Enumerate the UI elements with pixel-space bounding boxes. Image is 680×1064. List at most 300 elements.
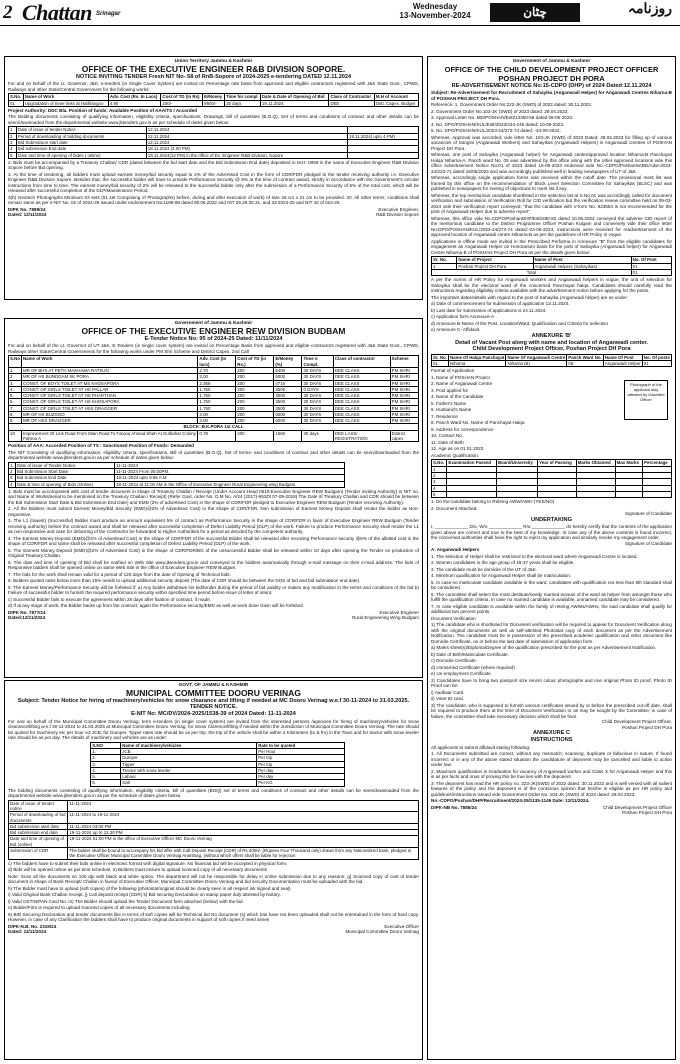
annexure-c-title: ANNEXURE C bbox=[533, 730, 570, 737]
para: 2. Women candidates in the age group of 18-37 years shall be eligible. bbox=[431, 560, 575, 566]
table-cell: 30 DAYS bbox=[302, 393, 333, 399]
para: Academic Qualification: bbox=[431, 452, 480, 458]
table-cell: 1. bbox=[91, 749, 121, 755]
table-cell: 9800/- bbox=[203, 100, 225, 106]
helpers-heading: A. Anganwadi Helpers bbox=[431, 547, 480, 553]
para: 4. The Earnest Money Deposit (EMD)@2% of Advertised Cost) in the shape of CDR/FDR of the successful Bidder shall be released after receiving Performance security @5% of the allotted cost in the shape of CDR/FDR and same shall be released after successful completion of Defect Liability Period (DLP) of the work. bbox=[8, 535, 419, 547]
table-cell: 19.11.2024( upto 4.PM) bbox=[348, 133, 419, 139]
funds-meta: Project Authority: DDC Bla. Position of funds: Available Position of AAA/TS / Accorded bbox=[8, 107, 198, 113]
page-number: 2 bbox=[3, 2, 13, 23]
enit-number: E-NIT No: MC/DV/2024-2025/1538-39 of 2024 Dated: 11-11-2024 bbox=[131, 711, 296, 718]
table-header: Name of Post bbox=[533, 257, 631, 263]
para: 1. Bids must be accompanied with cost of tender document in shape of Treasury Challan / Receipt (Under Account Head 0515-Executive Engineer REW Budgam) (Tender inviting Authority) in NIT no. and Name of Works/serial to be mentioned on the Treasury Challan / Receipt) (Refer Govt. order No. O.M No. A/24 (2017)-651Dt 07-09-2018) The Date of Treasury Challan and CDR should be between the Bid Submission Start Date & Bid Submission End Date) and EMD (2% of advertised Cost) in the shape of CDR/FDR pledged to Executive Engineer REW Budgam (Tender receiving Authority). bbox=[8, 488, 419, 505]
para: All applicants to submit affidavit stating following: bbox=[431, 744, 531, 750]
table-cell: Salt bbox=[121, 780, 257, 786]
table-header: Sr. No. bbox=[432, 257, 457, 263]
table-header: Name of Work bbox=[22, 356, 198, 368]
govt-line: GOVT. OF JAMMU & KASHMIR bbox=[178, 683, 249, 688]
table-cell: DEE CLASS bbox=[333, 411, 390, 417]
para: 5. Father's Name bbox=[431, 400, 467, 406]
table-cell: 9. bbox=[9, 418, 22, 424]
table-header: No. Of Post bbox=[631, 257, 671, 263]
para: n) Bidder/Firm is required to upload scanned copies of all necessary documents including bbox=[8, 905, 190, 911]
table-cell: 200/- bbox=[161, 100, 203, 106]
table-header: E/Money bbox=[203, 94, 225, 100]
notice-title: E-Tender Notice No: 95 of 2024-25 Dated: 11/11/2024 bbox=[144, 335, 283, 342]
table-cell: Upgradation of Inner links at Hathlangoo bbox=[23, 100, 108, 106]
para: 6. The date and time of opening of Bid shall be notified on Web Site www.jktenders.gov.in and conveyed to the bidders automatically through e-mail message on their e-mail address. The bids of Responsive bidders shall be opened online on same Web Site in the office of Executive Engineer REW Budgam. bbox=[8, 559, 419, 571]
table-cell: DEE CLASS bbox=[333, 386, 390, 392]
table-cell: Bid Submission End Date bbox=[15, 475, 114, 481]
para: Reference: 1. Government Order No:222-JK (SWD) of 2022 dated: 30.11.2022. bbox=[431, 102, 593, 108]
table-cell: 19.11.2024 bbox=[260, 100, 328, 106]
table-cell: CONST. OF GIRLS TOILET AT HSS DRAGGER bbox=[22, 405, 198, 411]
table-cell: 5. bbox=[91, 774, 121, 780]
table-cell: 10 bbox=[9, 430, 22, 442]
undertaking-text: I, _____________ D/o, W/o _____________ R/o _____________ do hereby certify that the contents of the application given above are correct and true to the best of my knowledge. In case any of the above contents is found incorrect, the concerned authorities shall have the right to reject my application and similarly revoke my engagement order. bbox=[431, 524, 672, 541]
para: The Bidding documents consisting of qualifying information, eligibility criteria, specifications, Drawings, bill of quantities (B.O.Q), Set of terms and conditions of contract and other details can be seen/downloaded from the departmental website www.jktenders.gov.in as per schedule of dates given below: bbox=[8, 114, 419, 125]
para: 10. Contact No. bbox=[431, 433, 463, 439]
table-header: Cost of TD (in Rs.) bbox=[236, 356, 274, 368]
para: d) Bids will be opened online as per time schedule. e) Bidders must ensure to upload scanned copy of all necessary documents bbox=[8, 867, 267, 873]
para: c) The bidders have to submit their bids online in electronic format with digital signature. No financial bid will be accepted in physical form. bbox=[8, 860, 288, 866]
para: 5. No. DPO/POSHAN/KUL/2023-24/273-74 dated: -24-09-2024. bbox=[431, 128, 561, 134]
table-header-row bbox=[432, 460, 672, 466]
table-cell: CONST. OF BOYS TOILET AT MS KHOSAPORA bbox=[22, 380, 198, 386]
table-cell: PM SHRI bbox=[390, 380, 418, 386]
table-cell: 11-11-2024 03:00 PM bbox=[68, 823, 419, 829]
table-cell: Labour bbox=[121, 774, 257, 780]
table-cell: 4 bbox=[432, 485, 447, 491]
table-cell: Anganwadi Helper bbox=[604, 361, 641, 367]
table-cell: The bidder shall be bound to accompany his bid offer with Call Deposit Receipt (CDR) of Rs.4000/- (Rupees Four Thousand only) drawn from any Nationalized bank, pledged to the Executive Officer Municipal Committee Dooru Verinag Anantnag, (without which offers shall be liable for rejection bbox=[68, 848, 419, 860]
table-cell: 30 DAYS bbox=[302, 399, 333, 405]
table-cell: PM SHRI bbox=[390, 386, 418, 392]
table-header: Time o Compl. bbox=[302, 356, 333, 368]
table-cell: 4 bbox=[9, 481, 16, 487]
table-cell: 200 bbox=[236, 386, 274, 392]
table-header: Name of Work bbox=[23, 94, 108, 100]
references bbox=[431, 102, 672, 134]
table-cell: 05 bbox=[567, 361, 604, 367]
para: 7. The bids for the work shall remain valid for a period of 120 days from the date of Opening of Technical bids. bbox=[8, 571, 231, 577]
schedule-table bbox=[8, 800, 419, 860]
table-cell: 200 bbox=[236, 411, 274, 417]
table-cell: 0.78 bbox=[198, 430, 236, 442]
whereas-paras bbox=[431, 135, 672, 256]
para: d) If at any stage of work, the Bidder backs up from the contract, again the Performance security/EMD as well as work done claim will be forfeited. bbox=[8, 603, 304, 609]
table-cell: Bid Submission start date bbox=[16, 140, 146, 146]
table-cell: DEE CLASS bbox=[333, 405, 390, 411]
para: 2. All the Bidders must submit Earnest Money/Bid Security (EMD)@2% of Advertised Cost) in the shape of CDR/FDR. Non submission of Earnest Money Deposit shall render the bidder as Non-responsive. bbox=[8, 506, 419, 517]
table-cell: 6000 bbox=[274, 418, 302, 424]
table-cell: Anganwadi Helpers (Sahayikas) bbox=[533, 263, 631, 269]
funds-meta: Position of AAA: Accorded Position of TS : Sanctioned Position of Funds: Demanded bbox=[8, 443, 194, 449]
city-name: Srinagar bbox=[96, 11, 121, 17]
table-cell: Period of downloading of bid documents bbox=[9, 812, 68, 824]
intro-text: For and on behalf of the Lt. Governor, J&K, e-tenders (in Single Cover System) are invited on Percentage rate basis from approved and eligible contractors registered with J&K State Govt., CPWD, Railways and other State/Central Government for the following works: bbox=[8, 81, 419, 92]
table-cell: PM SHRI bbox=[390, 399, 418, 405]
table-cell: Submission of CDR bbox=[9, 848, 68, 860]
academic-table bbox=[431, 459, 672, 498]
table-cell bbox=[643, 491, 672, 497]
para: e) Annexure C- Affidavit. bbox=[431, 327, 481, 333]
para: 6. Husband's Name bbox=[431, 407, 472, 413]
table-row bbox=[9, 152, 419, 158]
table-cell: 3500 bbox=[274, 399, 302, 405]
table-header: Sr. No. bbox=[433, 354, 447, 360]
para: The bidding documents consisting of qualifying information, eligibility criteria, bill of quantities (BOQ) set of terms and conditions of contract and other details can be seen/downloaded from the departmental website www.jktenders.gov.in as per the schedule of dates given below. bbox=[8, 787, 419, 799]
table-cell: 12.11.2024 bbox=[146, 133, 347, 139]
table-header: Adv. Cost (In lacs) bbox=[198, 356, 236, 368]
govt-line: Union Territory Jammu & Kashmir bbox=[174, 59, 253, 64]
subject: Subject: Tender Notice for hiring of machinery/vehicles for snow clearance and lifting if needed at MC Dooru Verinag w.e.f 30-11-2024 to 31.03.2025. bbox=[17, 697, 410, 704]
table-row bbox=[9, 800, 419, 812]
table-cell: 6000 bbox=[274, 411, 302, 417]
table-cell: 18-11-2024 upto 9:55 A.M bbox=[115, 475, 345, 481]
para: a) Marks sheet(s)/Diploma/Degree of the qualification prescribed for the post as per Advertisement Notification. bbox=[431, 645, 657, 651]
office-title: OFFICE OF THE EXECUTIVE ENGINEER REW DIVISION BUDBAM bbox=[81, 325, 346, 336]
table-row bbox=[9, 481, 345, 487]
table-header: S.No bbox=[9, 356, 22, 368]
table-cell: 1.750 bbox=[198, 405, 236, 411]
signature-block: DIPK-N.B. No. 2319/24 Dated: 11/11/2024 Executive Officer Municipal Committee Dooru Verinag bbox=[8, 923, 419, 935]
table-cell: 200 bbox=[236, 374, 274, 380]
table-cell: CONST. OF GIRLS TOILET AT HS KHOSAPORA bbox=[22, 399, 198, 405]
dispatch-number: No:-CDPO/Poshan/DHP/Recruitment/2024-25/1135-1146 Date: 12/11/2024. bbox=[431, 798, 590, 804]
table-cell: DEE CLASS bbox=[333, 374, 390, 380]
para: A per the norms of HR Policy for Anganwadi workers and Anganwadi helpers in vogue, the unit of selection for Sahayika shall be the electoral ward of the concerned Panchayat halqa. Candidates should carefully read the instructions regarding eligibility criteria available with the advertisement notice before applying for the posts. bbox=[431, 277, 672, 294]
table-cell: 200 bbox=[236, 418, 274, 424]
table-cell: 11-11-2024 bbox=[68, 800, 419, 812]
table-cell: DEE CLASS bbox=[333, 399, 390, 405]
table-cell: 1 bbox=[9, 127, 17, 133]
table-cell: Per trip bbox=[257, 761, 345, 767]
table-cell: PM SHRI bbox=[390, 367, 418, 373]
para: 4. No. DPO/POSHAN/KUL/Estt/2023/234-246 dated: 10-05-2023. bbox=[431, 121, 565, 127]
table-cell: 3.00 bbox=[198, 411, 236, 417]
table-cell: Tipper bbox=[121, 761, 257, 767]
table-cell: 200 bbox=[236, 430, 274, 442]
table-cell: Date and time of opening of Bid (online) bbox=[9, 836, 68, 848]
urdu-tagline: روزنامہ bbox=[627, 2, 672, 17]
para: h) The Bidder must have to upload (soft copies) of the following (photostat/original should be clearly seen in all respect ink signed and seal) bbox=[8, 885, 291, 891]
table-cell: Per day bbox=[257, 767, 345, 773]
table-header: S.NO bbox=[91, 742, 121, 748]
table-row bbox=[91, 780, 345, 786]
table-cell: Bid submission End date bbox=[16, 146, 146, 152]
table-cell bbox=[538, 491, 577, 497]
table-row bbox=[9, 812, 419, 824]
table-header-row bbox=[9, 356, 419, 368]
table-cell: 8. bbox=[9, 411, 22, 417]
table-cell: Date and time of opening of bides ( online) bbox=[16, 152, 146, 158]
para: 2. Maximum qualification is Graduation for vacancy of Anganwadi worker and Class X for Anganwadi Helper and this is as per facts and onus of proving this be true lies with the deponent. bbox=[431, 768, 672, 780]
table-row bbox=[432, 361, 672, 367]
para: 3. Post applied for bbox=[431, 387, 469, 393]
table-cell: 18.11.2024 (4.00 PM) bbox=[146, 146, 347, 152]
notice-title: NOTICE INVITING TENDER Fresh NIT No- 58 of RnB-Sopore of 2024-2025 e-tendering DATED 12.11.2024 bbox=[75, 73, 352, 80]
office-title: OFFICE OF THE EXECUTIVE ENGINEER R&B DIVISION SOPORE. bbox=[81, 63, 346, 74]
para: 3. At the time of tendering, all bidders must upload earnest money/bid security equal to 2% of the Advertised Cost in the form of CDR/FDR pledged to the tender receiving authority i.e. Executive Engineer R&B Division Sopore. Besides that, the successful bidder will have to provide Performance Security @ 5% at the time of contract award, strictly in accordance with the Government's circular instructions from time to time. The earnest money/bid security of 2% will be released to the successful bidder only after the submission of a Performance Security of 5% of the total cost, which will be released after successful completion of the DLP/Maintenance Period. bbox=[8, 171, 419, 194]
table-cell: Improvement Of Link Road From Main Road To Farooq Ahmad Shah At Gulbahar Colony Pahroo A bbox=[23, 430, 196, 442]
table-cell: 3. bbox=[9, 380, 22, 386]
table-cell: 3500 bbox=[274, 393, 302, 399]
para: Whereas, accordingly single application forms was received within the cutoff date. The provisional merit list was framed by this office on the recommendation of Block Level Selection Committee for Sahayikas (BLSC) and was published in newspapers for inviting of objections to merit list if any. bbox=[431, 175, 672, 192]
table-cell: 25 days bbox=[225, 100, 261, 106]
para: c) Successful Bidder fails to execute the agreement within 28 days after fixation of contract, if made. bbox=[8, 596, 211, 602]
rew-budgam-tender bbox=[4, 318, 423, 678]
table-row bbox=[432, 491, 672, 497]
para: e) Un-employment Certificate. bbox=[431, 671, 493, 677]
para: b) Date of Birth/Matriculate Certificate. bbox=[431, 651, 509, 657]
para: 3) The candidate, who is supposed to furnish various certificates issued by or before the prescribed cut-off date, shall be required to produce them at the time of Document Verification or as may be sought by the Committee; in case of failure, the committee shall take necessary decision which shall be final. bbox=[431, 702, 672, 719]
table-cell: Period of downloading of bidding documents bbox=[16, 133, 146, 139]
para: b) Last date for submission of applications is 24.11.2024. bbox=[431, 307, 547, 313]
table-cell: Niharna (B) bbox=[506, 361, 567, 367]
conditions bbox=[8, 489, 419, 609]
table-cell: Dstt. Capex. Budget bbox=[374, 100, 418, 106]
municipal-committee-tender bbox=[4, 680, 423, 1060]
table-cell: DEE LASS/ REGISTRATION bbox=[333, 430, 390, 442]
para: Whereas, this office vide No.CDPO/PoshanDHP/Estt/280-82 dated 10.05.2024 conveyed the adverse CID report of the meritorious candidate to the District Programme Officer Poshan Kulgam and conversely vide their office letter No:DPO/POSHAN/KUL/2023-24/273-74 dated:-24-06-2024, instructions were received for readvertisement of the approved location of Anganwadi centre Niharna-B as per the guidelines of HR Policy in vogue. bbox=[431, 215, 672, 238]
table-header: Rate to be quoted bbox=[257, 742, 345, 748]
candidate-signature: Signature of Candidate bbox=[625, 511, 672, 517]
block-row: BLOCK :B.K.PORA 1st CALL bbox=[9, 424, 419, 430]
table-cell: 2 bbox=[9, 469, 16, 475]
para: 2) Candidates have to bring two passport size recent colour photographs and one original Photo ID proof. Photo ID Proof can be: bbox=[431, 677, 672, 689]
para: 1. Name of POSHAN Project bbox=[431, 374, 490, 380]
signature-block: DIPK No. 7877/24 Dated:12/11/2024 Executive Engineer Rural Engineering Wing Budgam bbox=[8, 609, 419, 621]
table-cell: 5 bbox=[432, 491, 447, 497]
table-cell: PM SHRI bbox=[390, 411, 418, 417]
table-header: Board/University bbox=[496, 460, 537, 466]
table-header: S.No. bbox=[9, 94, 24, 100]
table-cell: DEE CLASS bbox=[333, 393, 390, 399]
para: 2. Government Order No.103-JK (SWD) of 2023 dated: 28.04.2023. bbox=[431, 108, 569, 114]
table-cell: Per day bbox=[257, 774, 345, 780]
notice-title: TENDER NOTICE. bbox=[189, 704, 238, 711]
table-header: S.No. bbox=[432, 460, 447, 466]
table-row bbox=[432, 263, 672, 269]
annexure-b-office: Child Development Project Officer, Poshan Project DH Pora bbox=[472, 346, 631, 353]
table-cell: 1.750 bbox=[198, 393, 236, 399]
para: 8. Panch Ward No. Name of Panchayat Halqa bbox=[431, 420, 525, 426]
table-cell: 2 bbox=[9, 133, 17, 139]
instructions bbox=[431, 277, 672, 333]
table-header: Date & Date of Opening of Bid bbox=[260, 94, 328, 100]
table-cell: 1560 bbox=[274, 430, 302, 442]
para: Note: Scan all the documents on 100 dpi with black and white option. The department will not be responsible for delay in online submission due to any reasons. g) Scanned copy of cost of tender document in shape of Bank Receipt/ Challan in favour of Executive Officer, Municipal Committee Dooru Verinag and bid security Documentation must be uploaded with the bid. bbox=[8, 873, 419, 885]
para: Whereas, the top meritorious candidate shortlisted in the selection list at S.No.01 was accordingly called for document verification and submission of Verification Roll for CID verification but the verification review committee held on 09-03-2024 vide their verification report conveyed, "that the candidate with V-form No. 823554 is not recommended for the post of Anganwadi Helper due to adverse report". bbox=[431, 192, 672, 215]
para: Whereas, Approval was accorded, vide letter No: 103-JK (SWD) of 2023 Dated: 28.04.2023 for filling up of various vacancies of Sangini (Anganwadi Workers) and Sahayikas (Anganwadi Helpers) in Anganwadi Centres of POSHAN Project DH Pora. bbox=[431, 134, 672, 151]
table-cell: MR OF HS BUZGOO bbox=[22, 411, 198, 417]
office-title: MUNICIPAL COMMITTEE DOORU VERINAG bbox=[126, 687, 301, 698]
table-cell: PM SHRI bbox=[390, 393, 418, 399]
para: 7. Residence bbox=[431, 413, 458, 419]
table-cell: 200 bbox=[236, 405, 274, 411]
govt-line: Government of Jammu & Kashmir bbox=[174, 321, 253, 326]
para: The important dates/details with regard to the post of Sahayika (Anganwadi helper) are as under: bbox=[431, 294, 628, 300]
table-cell: 3.00 bbox=[198, 374, 236, 380]
table-cell: Bid submission start date bbox=[9, 823, 68, 829]
table-cell: 2.358 bbox=[198, 380, 236, 386]
table-cell: 19-11-2024 01:00 PM in the office of Executive Officer MC Dooru Verinag bbox=[68, 836, 419, 848]
table-cell: 19.11.2024(12 PM) in the office of Ex. Engineer R&B Division, Sopore bbox=[146, 152, 347, 158]
table-cell: Date of issue of tender notice bbox=[9, 800, 68, 812]
table-cell: 3 bbox=[432, 479, 447, 485]
table-header: Name Of Halqa Panchayat bbox=[449, 354, 505, 360]
table-cell: 30 DAYS bbox=[302, 374, 333, 380]
para: 1. Do the candidate belong to Retiring AWW/AWH (YES/NO) bbox=[431, 499, 555, 505]
para: Whereas, one post of Sahayika (Anganwadi helper) for Anganwadi center/approved location Niharna-B Panchayat Halqa Niharna-A, Panch ward No. 05 was advertised by this office along with the other approved locations vide this office Advertisement Notice No:01 of 2023 dated 15-05-2023 endorsed vide No:-CDPO/PoshanNABD/Advt-2023-24/223-71 dated 15/05/2023 and was accordingly published well in leading newspapers of UT of J&K. bbox=[431, 152, 672, 174]
vacancy-table bbox=[431, 354, 672, 368]
para: 2. Bids must be accompanied by a Treasury Challan/ CDR (dated between the bid start date and the Bid Submission End date) deposited in M.H: 0059 in the name of Executive Engineer R&B Division Sopore before Bid opening. bbox=[8, 159, 419, 171]
table-cell: Date of issue of tender Notice bbox=[16, 127, 146, 133]
table-header: Panch Ward No. bbox=[568, 354, 602, 360]
table-cell: 4.90 bbox=[108, 100, 161, 106]
candidate-signature: Signature of Candidate bbox=[625, 540, 672, 546]
table-header-row bbox=[432, 257, 672, 263]
table-header: Year of Passing bbox=[538, 460, 577, 466]
para: Format of Application bbox=[431, 368, 475, 374]
helpers-criteria bbox=[431, 554, 672, 720]
affidavit-points bbox=[431, 745, 672, 798]
table-cell bbox=[447, 491, 496, 497]
table-cell: PM SHRI bbox=[390, 418, 418, 424]
para: 2. Name of Anganwadi Centre bbox=[431, 381, 493, 387]
table-header: Class of contractor bbox=[333, 356, 390, 368]
table-cell: 01 bbox=[631, 263, 671, 269]
table-cell: 4716 bbox=[274, 380, 302, 386]
table-cell: 3 bbox=[9, 475, 16, 481]
application-form bbox=[431, 368, 672, 458]
para: i) Valid Original Bank Challan receipt. j) Call deposit receipt (CDR) k) Bid securing Declaration on stamp paper duly attested by Notary. bbox=[8, 892, 281, 898]
table-header: Name Of Anganwadi Centre bbox=[507, 354, 566, 360]
table-cell: 2. bbox=[9, 374, 22, 380]
table-cell: 5 bbox=[9, 152, 17, 158]
para: 3. Approval Letter No. MD/POSHAN/Estt/13350-58 dated 09-05-2023. bbox=[431, 115, 574, 121]
cdpo-recruitment-notice bbox=[427, 56, 676, 1060]
table-cell: 30 days bbox=[302, 430, 333, 442]
table-cell: Poshan Project DH Pora bbox=[457, 263, 533, 269]
para: c) Domicile Certificate. bbox=[431, 658, 477, 664]
notice-title: RE-ADVERTISEMENT NOTICE No:15-CDPO (DHP) of 2024 Dated:12.11.2024 bbox=[451, 82, 652, 89]
para: Applications in offline mode are invited in the Prescribed Performa in Annexure "B" from the eligible candidates for engagement as Anganwadi Helper on Honorarium basis for the post of Sahayika (Anganwadi helper) for Anganwadi Centre Niharna-B of POSHAN Project DH Pora as per the details given below: bbox=[431, 238, 672, 255]
para: 8. Bidders quoted rates below more than 15% needs to upload additional security deposit (The date of CDR should be between the DOS of bid and bid submission end date) bbox=[8, 578, 360, 584]
para: Document Verification bbox=[431, 615, 476, 621]
para: 4. Minimum qualification for Anganwadi Helper shall be matriculation. bbox=[431, 573, 572, 579]
project-title: POSHAN PROJECT DH PORA bbox=[498, 73, 605, 83]
para: 2. Document Attached: bbox=[431, 505, 478, 511]
table-cell: 3. bbox=[91, 761, 121, 767]
table-header: M.H of Account bbox=[374, 94, 418, 100]
para: 6) BID Securing Declaration and tender documents like in terms of soft copies will be Technical bid No document (s) which has have not been uploaded shall not be entertained in the form of hard copy. However, in case of any Clarification the bidders shall have to produce original documents in support of soft copies if need arises bbox=[8, 911, 419, 923]
table-header: Time for compl bbox=[225, 94, 261, 100]
table-cell: Per trip bbox=[257, 755, 345, 761]
table-cell: 1 bbox=[432, 263, 457, 269]
table-cell: 0 DAYS bbox=[302, 386, 333, 392]
para: 3. The candidate must be domicile of the UT of J&K. bbox=[431, 566, 538, 572]
table-cell: 1.750 bbox=[198, 386, 236, 392]
table-cell: 2 bbox=[432, 473, 447, 479]
table-cell: DEE bbox=[329, 100, 375, 106]
table-cell: PM SHRI bbox=[390, 405, 418, 411]
table-cell: 4 bbox=[9, 146, 17, 152]
table-cell: Dumper bbox=[121, 755, 257, 761]
para: 9. Address for correspondence bbox=[431, 426, 494, 432]
table-cell: DEE CLASS bbox=[333, 367, 390, 373]
table-cell: 11-11-2024 bbox=[115, 462, 345, 468]
table-cell: 6000 bbox=[274, 374, 302, 380]
table-row bbox=[9, 836, 419, 848]
para: 1. The selection of Helper shall be restricted to the electoral ward where Anganwadi Centre is located. bbox=[431, 553, 638, 559]
table-cell: 3.00 bbox=[198, 418, 236, 424]
masthead bbox=[0, 0, 680, 26]
annexure-b-subtitle: Detail of Vacant Post along with name and location of Anganwadi center. bbox=[455, 339, 648, 346]
undertaking-title: UNDERTAKING bbox=[531, 516, 572, 523]
para: 11. Date of Birth bbox=[431, 439, 464, 445]
table-cell: Per KG bbox=[257, 780, 345, 786]
table-cell bbox=[576, 491, 615, 497]
annexure-b-title: ANNEXURE 'B' bbox=[531, 332, 572, 339]
table-header: Adv. Cost (Rs. In Lacs) bbox=[108, 94, 161, 100]
table-cell: 4. bbox=[91, 767, 121, 773]
para: 4. Name of the Candidate bbox=[431, 394, 484, 400]
conditions bbox=[8, 861, 419, 923]
intro-text: For and on behalf of the Municipal Committee Dooru Verinag, term e-tenders (in single cover system) are invited from the interested persons /agencies for hiring of machinery/vehicles for snow clearance/lifting w.e.f 30-11-2024 to 31.03.2025 at Municipal Committee Dooru Verinag, for Snow Clarence/lifting if needed within the Jurisdiction of Municipal Committee Dooru Verinag. The rate should be quoted for machinery etc per hour viz JCB, for Dumper, Tipper rates rate should be as per trip, the trip of the vehicle shall be within 3 Kilometers (to & fro) in the Town and for tractor with snow leveler rate should be as per day. The details of machinery and vehicles are as under: bbox=[8, 718, 419, 741]
table-cell: 200 bbox=[236, 367, 274, 373]
para: 12. Age as on 01.01.2023 bbox=[431, 446, 484, 452]
table-cell: MR OF HS BUNDGAM SK PORA bbox=[22, 374, 198, 380]
para: c) Application form Annexure-A bbox=[431, 314, 495, 320]
table-cell: 30 DAYS bbox=[302, 411, 333, 417]
table-cell: MR OF BHS AT PETH MAKHAMA RATSUN bbox=[22, 367, 198, 373]
table-cell: CONST. OF GIRLS TOILET AT HS PALLAR bbox=[22, 386, 198, 392]
office-title: OFFICE OF THE CHILD DEVELOPMENT PROJECT OFFICER bbox=[444, 64, 659, 74]
table-header: Name Of Post bbox=[603, 354, 642, 360]
table-cell: 30 DAYS bbox=[302, 380, 333, 386]
table-cell: 01 bbox=[642, 361, 671, 367]
table-cell bbox=[615, 491, 643, 497]
table-cell: 5. bbox=[9, 393, 22, 399]
annexure-c-subtitle: INSTRUCTIONS bbox=[530, 737, 573, 744]
table-cell: 30 DAYS bbox=[302, 405, 333, 411]
table-cell: JCB bbox=[121, 749, 257, 755]
table-cell: 7. bbox=[9, 405, 22, 411]
table-cell: 200 bbox=[236, 399, 274, 405]
table-cell: 1.750 bbox=[198, 399, 236, 405]
post-table bbox=[431, 256, 672, 276]
table-header: Marks Obtained bbox=[576, 460, 615, 466]
signature-block: DIPK No. 7889/24 Dated: 12/11/2024 Executive Engineer, R&B Division Sopore bbox=[8, 206, 419, 218]
table-cell: Niharna bbox=[448, 361, 506, 367]
para: 9. The Earnest Money/Performance Security will be forfeited if: a) Any bidder withdraws his bid/tender during the period of bid validity or makes any modification in the terms and conditions of the bid b) Failure of successful bidder to furnish the required performance security within specified time period before issue of letter of intent. bbox=[8, 584, 419, 596]
newspaper-logo: Chattan bbox=[22, 0, 92, 25]
table-header: Cost of TD (In Rs) bbox=[161, 94, 203, 100]
table-cell: 3500 bbox=[274, 405, 302, 411]
table-cell: 200 bbox=[236, 393, 274, 399]
table-cell: 12.11.2024 bbox=[146, 127, 347, 133]
para: 1. All Documents submitted are correct, without any mismatch, scanning, duplicate or fallacious in nature. If found incorrect or in any of the above stated situation the candidature of deponent may be cancelled and liable to action under law. bbox=[431, 751, 672, 768]
schedule-table bbox=[8, 126, 419, 158]
table-cell: 1. bbox=[9, 367, 22, 373]
table-cell: 5400 bbox=[274, 367, 302, 373]
table-header: Max Marks bbox=[615, 460, 643, 466]
para: d) Unmarried Certificate (where required) bbox=[431, 664, 515, 670]
table-cell: 1 bbox=[432, 466, 447, 472]
table-cell: Bid Submission Start Date bbox=[15, 469, 114, 475]
